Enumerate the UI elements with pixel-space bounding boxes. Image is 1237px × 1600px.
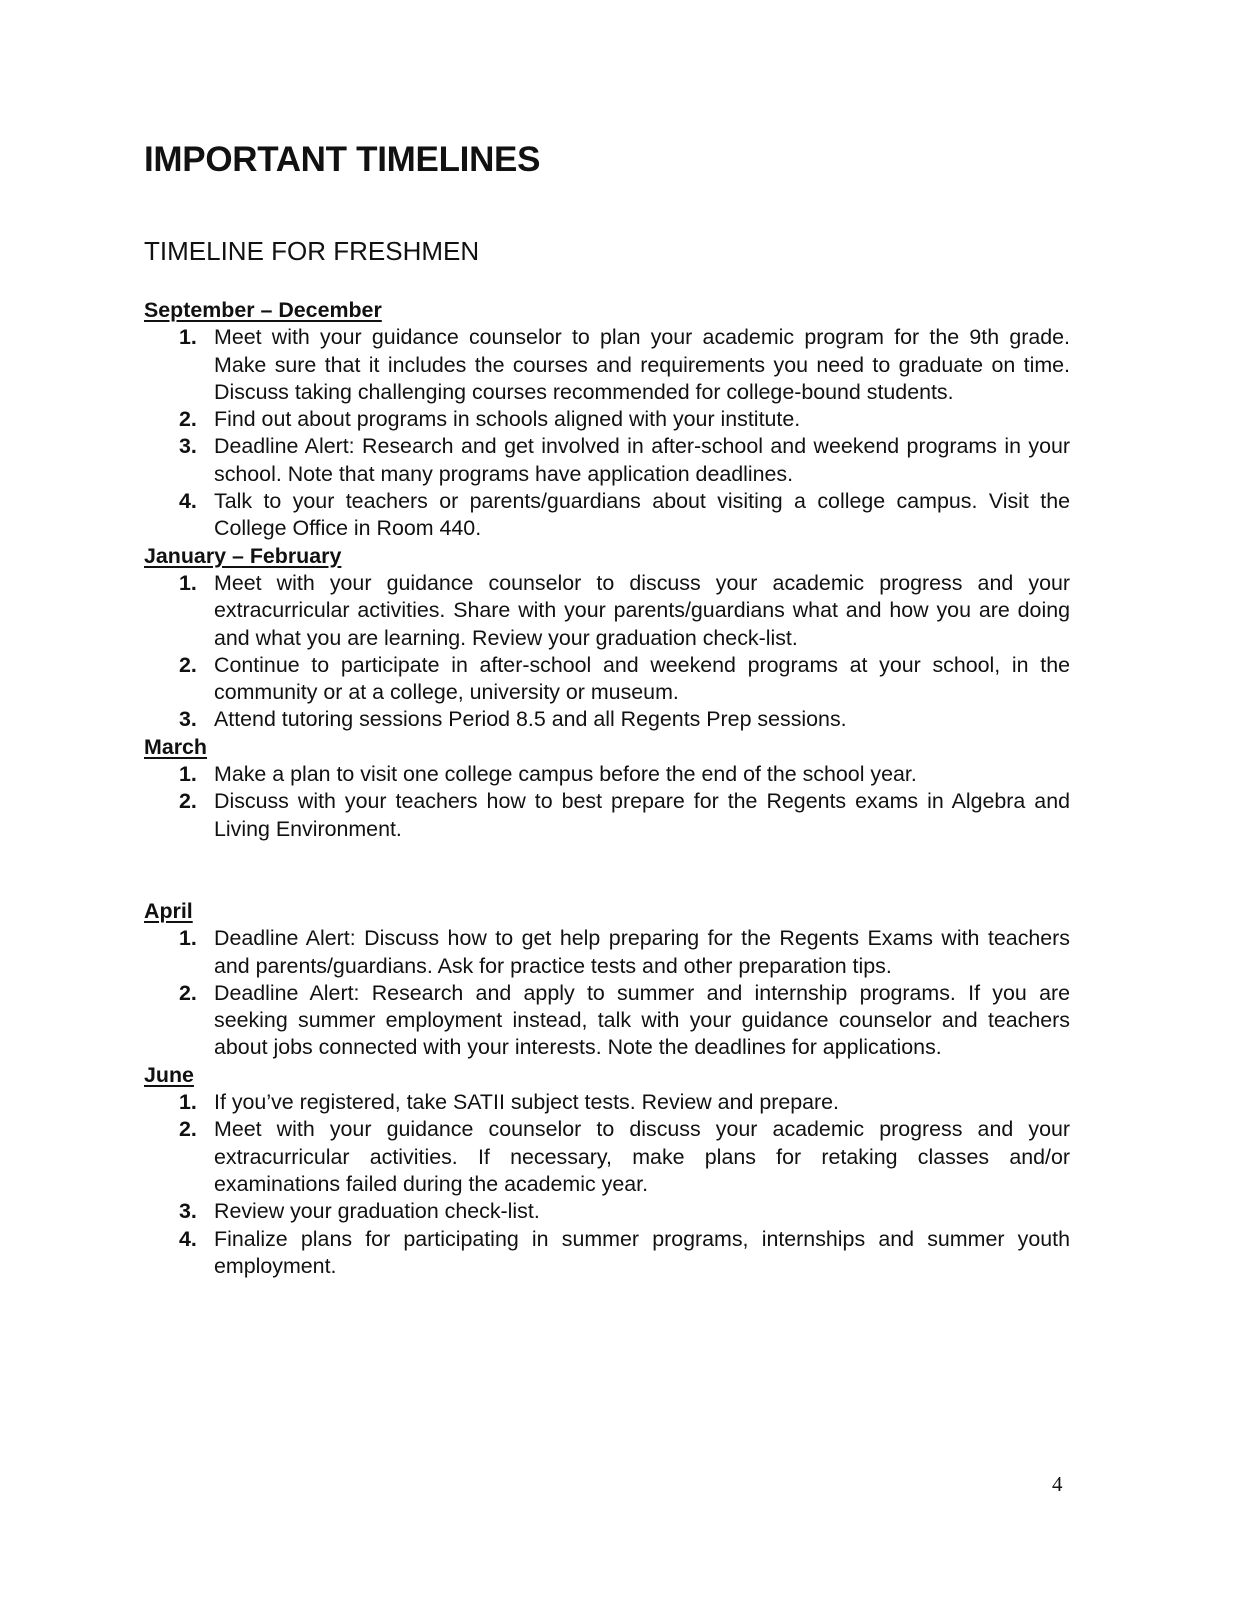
- list-item: [144, 761, 1070, 788]
- item-text: Finalize plans for participating in summer programs, internships and summer youth employment.: [214, 1226, 1070, 1278]
- item-text: Meet with your guidance counselor to discuss your academic progress and your extracurricular activities. If necessary, make plans for retaking classes and/or examinations failed during the academic year.: [214, 1117, 1070, 1196]
- page-title: IMPORTANT TIMELINES: [144, 140, 541, 179]
- list-item: [144, 925, 1070, 980]
- page-number: 4: [1052, 1472, 1063, 1496]
- list-item: [144, 324, 1070, 406]
- period-heading-jan-feb: January – February: [144, 543, 342, 568]
- period-list-jan-feb: [144, 570, 1070, 734]
- section-spacer: [144, 843, 1070, 898]
- item-number: 3.: [179, 1199, 197, 1224]
- period-heading-march: March: [144, 734, 208, 759]
- list-item: [144, 406, 1070, 433]
- period-list-april: [144, 925, 1070, 1061]
- item-number: 1.: [179, 926, 197, 951]
- item-text: Review your graduation check-list.: [214, 1199, 540, 1224]
- list-item: [144, 488, 1070, 543]
- list-item: [144, 1226, 1070, 1281]
- item-text: Deadline Alert: Research and get involved in after-school and weekend programs in your school. Note that many programs have application deadlines.: [214, 434, 1070, 486]
- item-number: 2.: [179, 407, 197, 432]
- item-number: 2.: [179, 980, 197, 1005]
- item-number: 1.: [179, 325, 197, 350]
- item-text: Find out about programs in schools aligned with your institute.: [214, 407, 801, 432]
- list-item: [144, 980, 1070, 1062]
- period-list-march: [144, 761, 1070, 843]
- item-number: 1.: [179, 762, 197, 787]
- item-number: 2.: [179, 652, 197, 677]
- item-text: Meet with your guidance counselor to discuss your academic progress and your extracurricular activities. Share with your parents/guardians what and how you are doing and what you are learning. Review your graduation check-list.: [214, 570, 1070, 650]
- item-text: Deadline Alert: Discuss how to get help preparing for the Regents Exams with teachers and parents/guardians. Ask for practice tests and other preparation tips.: [214, 926, 1070, 978]
- list-item: [144, 652, 1070, 707]
- period-list-sep-dec: [144, 324, 1070, 542]
- list-item: [144, 433, 1070, 488]
- timeline-content: [144, 297, 1070, 1280]
- item-text: Make a plan to visit one college campus before the end of the school year.: [214, 762, 917, 787]
- item-number: 1.: [179, 1090, 197, 1115]
- item-text: Attend tutoring sessions Period 8.5 and all Regents Prep sessions.: [214, 707, 847, 732]
- list-item: [144, 1089, 1070, 1116]
- list-item: [144, 706, 1070, 733]
- item-number: 4.: [179, 489, 197, 514]
- item-number: 3.: [179, 434, 197, 459]
- item-text: If you’ve registered, take SATII subject tests. Review and prepare.: [214, 1090, 839, 1115]
- period-heading-sep-dec: September – December: [144, 298, 382, 322]
- list-item: [144, 1116, 1070, 1198]
- item-text: Talk to your teachers or parents/guardians about visiting a college campus. Visit the College Office in Room 440.: [214, 489, 1070, 541]
- period-heading-april: April: [144, 898, 193, 923]
- item-number: 3.: [179, 707, 197, 732]
- item-text: Continue to participate in after-school and weekend programs at your school, in the community or at a college, university or museum.: [214, 652, 1070, 705]
- list-item: [144, 1198, 1070, 1225]
- period-heading-june: June: [144, 1062, 194, 1087]
- item-text: Discuss with your teachers how to best prepare for the Regents exams in Algebra and Living Environment.: [214, 789, 1070, 841]
- item-text: Meet with your guidance counselor to plan your academic program for the 9th grade. Make sure that it includes the courses and requirements you need to graduate on time. Discuss taking challenging courses recommended for college-bound students.: [214, 325, 1070, 404]
- item-number: 1.: [179, 570, 197, 595]
- list-item: [144, 570, 1070, 652]
- item-number: 2.: [179, 789, 197, 814]
- item-number: 4.: [179, 1226, 197, 1251]
- list-item: [144, 788, 1070, 843]
- period-list-june: [144, 1089, 1070, 1280]
- item-text: Deadline Alert: Research and apply to summer and internship programs. If you are seeking summer employment instead, talk with your guidance counselor and teachers about jobs connected with your interests. Note the deadlines for applications.: [214, 980, 1070, 1060]
- item-number: 2.: [179, 1117, 197, 1142]
- section-title: TIMELINE FOR FRESHMEN: [144, 236, 480, 266]
